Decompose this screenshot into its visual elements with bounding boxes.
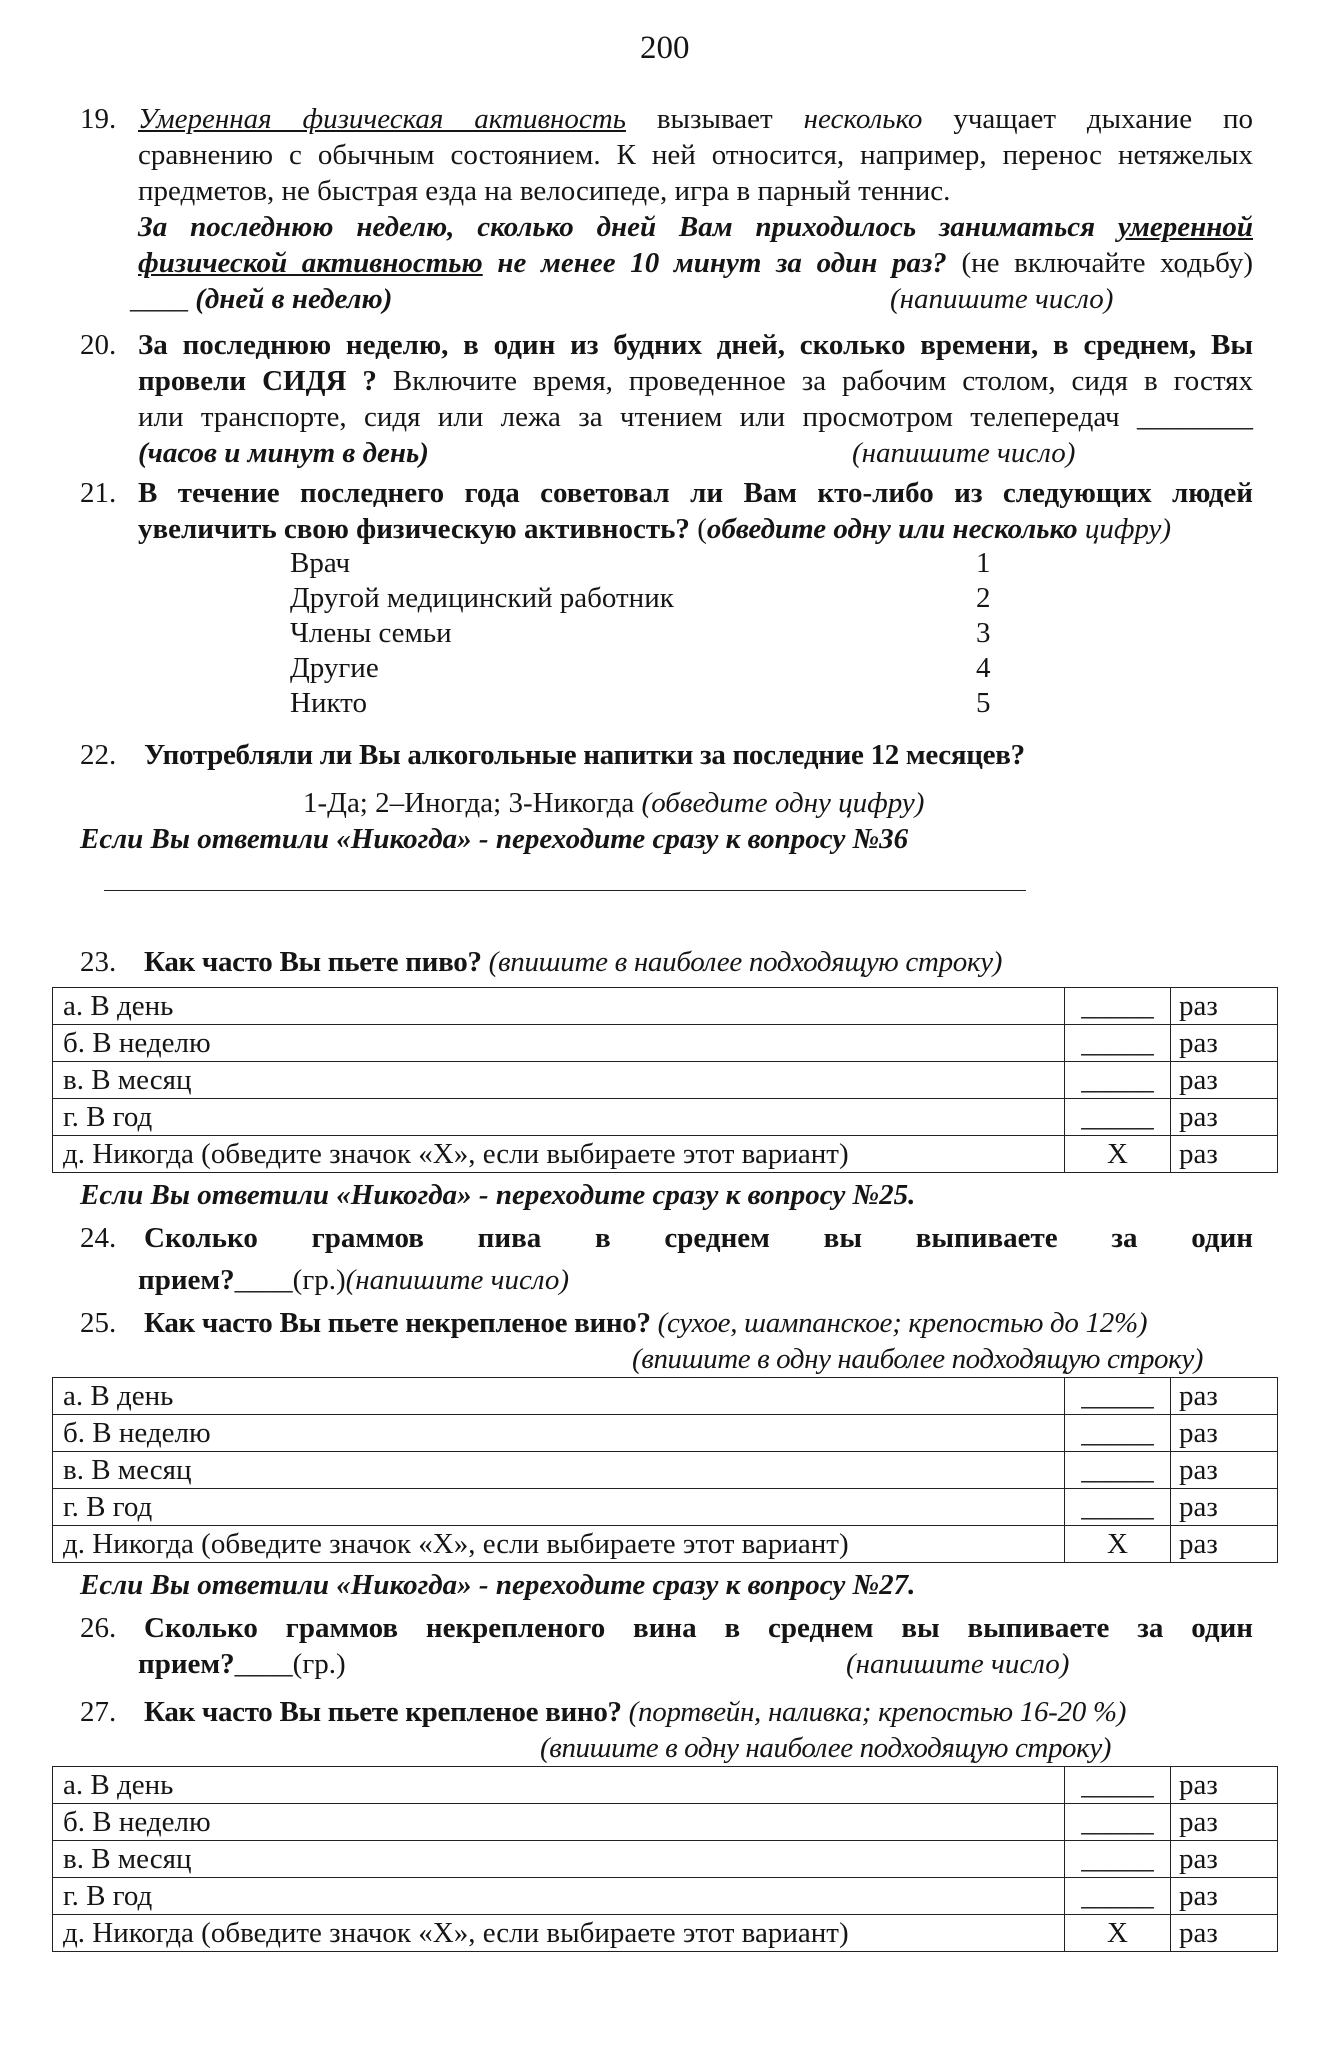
option-code[interactable]: 1 xyxy=(976,547,991,579)
unit-cell: раз xyxy=(1171,1099,1278,1136)
unit-cell: раз xyxy=(1171,1804,1278,1841)
text-fragment: ( xyxy=(689,513,707,545)
option-label: Никто xyxy=(290,687,367,719)
text-fragment: вызывает xyxy=(625,103,804,135)
option-code[interactable]: 5 xyxy=(976,687,991,719)
table-row[interactable] xyxy=(53,988,1278,1025)
question-text-line: сравнению с обычным состоянием. К ней относится, например, перенос нетяжелых xyxy=(138,139,1253,171)
option-label: Члены семьи xyxy=(290,617,452,649)
answer-cell[interactable]: _____ xyxy=(1065,1415,1171,1452)
row-label: г. В год xyxy=(53,1099,1065,1136)
answer-cell[interactable]: _____ xyxy=(1065,988,1171,1025)
answer-blank[interactable]: ____ xyxy=(234,1264,293,1296)
unit-cell: раз xyxy=(1171,1136,1278,1173)
answer-cell[interactable]: _____ xyxy=(1065,1062,1171,1099)
divider xyxy=(104,890,1026,891)
question-text-line xyxy=(144,1694,1126,1730)
answer-blank[interactable]: ____ xyxy=(130,283,188,315)
text-fragment: (обведите одну цифру) xyxy=(634,787,925,819)
question-text-line xyxy=(138,101,1253,137)
question-number: 20. xyxy=(80,329,117,361)
answer-instruction: (напишите число) xyxy=(890,283,1114,315)
table-row[interactable] xyxy=(53,1489,1278,1526)
question-text-line xyxy=(144,944,1002,980)
answer-line xyxy=(138,1646,346,1682)
question-text-line: Сколько граммов некрепленого вина в среднем вы выпиваете за один xyxy=(144,1612,1253,1644)
answer-cell[interactable]: Х xyxy=(1065,1136,1171,1173)
answer-cell[interactable]: _____ xyxy=(1065,1378,1171,1415)
unit-cell: раз xyxy=(1171,1526,1278,1563)
table-row[interactable] xyxy=(53,1099,1278,1136)
term-moderate-activity: Умеренная физическая активность xyxy=(138,103,626,135)
unit-cell: раз xyxy=(1171,1489,1278,1526)
row-label: а. В день xyxy=(53,1378,1065,1415)
unit-cell: раз xyxy=(1171,1415,1278,1452)
option-code[interactable]: 3 xyxy=(976,617,991,649)
text-fragment: (портвейн, наливка; крепостью 16-20 %) xyxy=(621,1696,1127,1728)
question-number: 22. xyxy=(80,739,117,771)
answer-unit: (гр.) xyxy=(292,1264,346,1296)
answer-cell[interactable]: _____ xyxy=(1065,1878,1171,1915)
answer-instruction: (впишите в одну наиболее подходящую строку) xyxy=(540,1732,1112,1764)
question-prompt xyxy=(138,209,1253,245)
answer-cell[interactable]: Х xyxy=(1065,1915,1171,1952)
unit-cell: раз xyxy=(1171,1878,1278,1915)
answer-unit: (часов и минут в день) xyxy=(138,437,429,469)
row-label: в. В месяц xyxy=(53,1062,1065,1099)
question-number: 24. xyxy=(80,1222,117,1254)
answer-line xyxy=(138,1262,569,1298)
skip-instruction: Если Вы ответили «Никогда» - переходите сразу к вопросу №27. xyxy=(80,1569,916,1601)
answer-options[interactable] xyxy=(303,785,924,821)
text-fragment: Как часто Вы пьете некрепленое вино? xyxy=(144,1307,651,1339)
question-text-line xyxy=(138,363,1253,399)
frequency-table xyxy=(52,987,1278,1173)
row-label: в. В месяц xyxy=(53,1841,1065,1878)
table-row[interactable] xyxy=(53,1878,1278,1915)
row-label: д. Никогда (обведите значок «Х», если выбираете этот вариант) xyxy=(53,1136,1065,1173)
answer-cell[interactable]: _____ xyxy=(1065,1767,1171,1804)
option-label: Другой медицинский работник xyxy=(290,582,674,614)
unit-cell: раз xyxy=(1171,1452,1278,1489)
page-number: 200 xyxy=(640,30,690,66)
table-row[interactable] xyxy=(53,1378,1278,1415)
text-fragment: (впишите в наиболее подходящую строку) xyxy=(481,946,1003,978)
frequency-table xyxy=(52,1377,1278,1563)
row-label: г. В год xyxy=(53,1878,1065,1915)
row-label: б. В неделю xyxy=(53,1415,1065,1452)
row-label: б. В неделю xyxy=(53,1804,1065,1841)
table-row[interactable] xyxy=(53,1526,1278,1563)
question-number: 21. xyxy=(80,477,117,509)
table-row[interactable] xyxy=(53,1452,1278,1489)
frequency-table xyxy=(52,1766,1278,1952)
table-row[interactable] xyxy=(53,1915,1278,1952)
text-fragment: прием? xyxy=(138,1648,235,1680)
text-fragment: Включите время, проведенное за рабочим столом, сидя в гостях xyxy=(376,365,1253,397)
table-row[interactable] xyxy=(53,1136,1278,1173)
question-text-line: За последнюю неделю, в один из будних дней, сколько времени, в среднем, Вы xyxy=(138,329,1253,361)
text-fragment: несколько xyxy=(803,103,923,135)
row-label: а. В день xyxy=(53,988,1065,1025)
unit-cell: раз xyxy=(1171,1767,1278,1804)
text-fragment: физической активностью xyxy=(138,247,483,279)
answer-instruction: (впишите в одну наиболее подходящую строку) xyxy=(632,1343,1204,1375)
answer-blank[interactable]: ____ xyxy=(234,1648,293,1680)
option-code[interactable]: 2 xyxy=(976,582,991,614)
unit-cell: раз xyxy=(1171,1062,1278,1099)
option-label: Врач xyxy=(290,547,351,579)
unit-cell: раз xyxy=(1171,1915,1278,1952)
table-row[interactable] xyxy=(53,1841,1278,1878)
unit-cell: раз xyxy=(1171,988,1278,1025)
answer-cell[interactable]: _____ xyxy=(1065,1841,1171,1878)
question-number: 27. xyxy=(80,1696,117,1728)
question-number: 25. xyxy=(80,1307,117,1339)
question-text-line: Сколько граммов пива в среднем вы выпиваете за один xyxy=(144,1222,1253,1254)
answer-cell[interactable]: Х xyxy=(1065,1526,1171,1563)
text-fragment: провели СИДЯ ? xyxy=(138,365,377,397)
text-fragment: 1-Да; 2–Иногда; 3-Никогда xyxy=(303,787,635,819)
question-number: 23. xyxy=(80,946,117,978)
row-label: д. Никогда (обведите значок «Х», если выбираете этот вариант) xyxy=(53,1915,1065,1952)
option-code[interactable]: 4 xyxy=(976,652,991,684)
row-label: г. В год xyxy=(53,1489,1065,1526)
text-fragment: умеренной xyxy=(1117,211,1253,243)
question-number: 26. xyxy=(80,1612,117,1644)
text-fragment: Как часто Вы пьете крепленое вино? xyxy=(144,1696,622,1728)
row-label: б. В неделю xyxy=(53,1025,1065,1062)
answer-line xyxy=(130,281,392,317)
text-fragment: (не включайте ходьбу) xyxy=(946,247,1253,279)
text-fragment: Как часто Вы пьете пиво? xyxy=(144,946,482,978)
text-fragment: учащает дыхание по xyxy=(922,103,1253,135)
answer-unit: (дней в неделю) xyxy=(188,283,393,315)
table-row[interactable] xyxy=(53,1062,1278,1099)
question-text-line: или транспорте, сидя или лежа за чтением или просмотром телепередач ________ xyxy=(138,401,1253,433)
answer-cell[interactable]: _____ xyxy=(1065,1099,1171,1136)
question-text-line: предметов, не быстрая езда на велосипеде, игра в парный теннис. xyxy=(138,175,951,207)
row-label: в. В месяц xyxy=(53,1452,1065,1489)
answer-cell[interactable]: _____ xyxy=(1065,1804,1171,1841)
text-fragment: увеличить свою физическую активность? xyxy=(138,513,690,545)
answer-cell[interactable]: _____ xyxy=(1065,1489,1171,1526)
row-label: д. Никогда (обведите значок «Х», если выбираете этот вариант) xyxy=(53,1526,1065,1563)
text-fragment: цифру) xyxy=(1077,513,1172,545)
text-fragment: За последнюю неделю, сколько дней Вам приходилось заниматься xyxy=(138,211,1118,243)
unit-cell: раз xyxy=(1171,1841,1278,1878)
text-fragment: (сухое, шампанское; крепостью до 12%) xyxy=(650,1307,1148,1339)
answer-cell[interactable]: _____ xyxy=(1065,1025,1171,1062)
unit-cell: раз xyxy=(1171,1025,1278,1062)
unit-cell: раз xyxy=(1171,1378,1278,1415)
question-text-line: Употребляли ли Вы алкогольные напитки за последние 12 месяцев? xyxy=(144,739,1025,771)
text-fragment: обведите одну или несколько xyxy=(706,513,1078,545)
table-row[interactable] xyxy=(53,1025,1278,1062)
text-fragment: не менее 10 минут за один раз? xyxy=(482,247,947,279)
answer-instruction: (напишите число) xyxy=(852,437,1076,469)
skip-instruction: Если Вы ответили «Никогда» - переходите сразу к вопросу №25. xyxy=(80,1179,916,1211)
row-label: а. В день xyxy=(53,1767,1065,1804)
table-row[interactable] xyxy=(53,1804,1278,1841)
answer-cell[interactable]: _____ xyxy=(1065,1452,1171,1489)
answer-unit: (гр.) xyxy=(292,1648,346,1680)
question-number: 19. xyxy=(80,103,117,135)
skip-instruction: Если Вы ответили «Никогда» - переходите сразу к вопросу №36 xyxy=(80,823,909,855)
option-label: Другие xyxy=(290,652,379,684)
table-row[interactable] xyxy=(53,1415,1278,1452)
table-row[interactable] xyxy=(53,1767,1278,1804)
answer-instruction: (напишите число) xyxy=(345,1264,570,1296)
question-text-line xyxy=(144,1305,1147,1341)
answer-instruction: (напишите число) xyxy=(846,1648,1070,1680)
question-prompt xyxy=(138,245,1253,281)
question-text-line xyxy=(138,511,1171,547)
question-text-line: В течение последнего года советовал ли Вам кто-либо из следующих людей xyxy=(138,477,1253,509)
text-fragment: прием? xyxy=(138,1264,235,1296)
